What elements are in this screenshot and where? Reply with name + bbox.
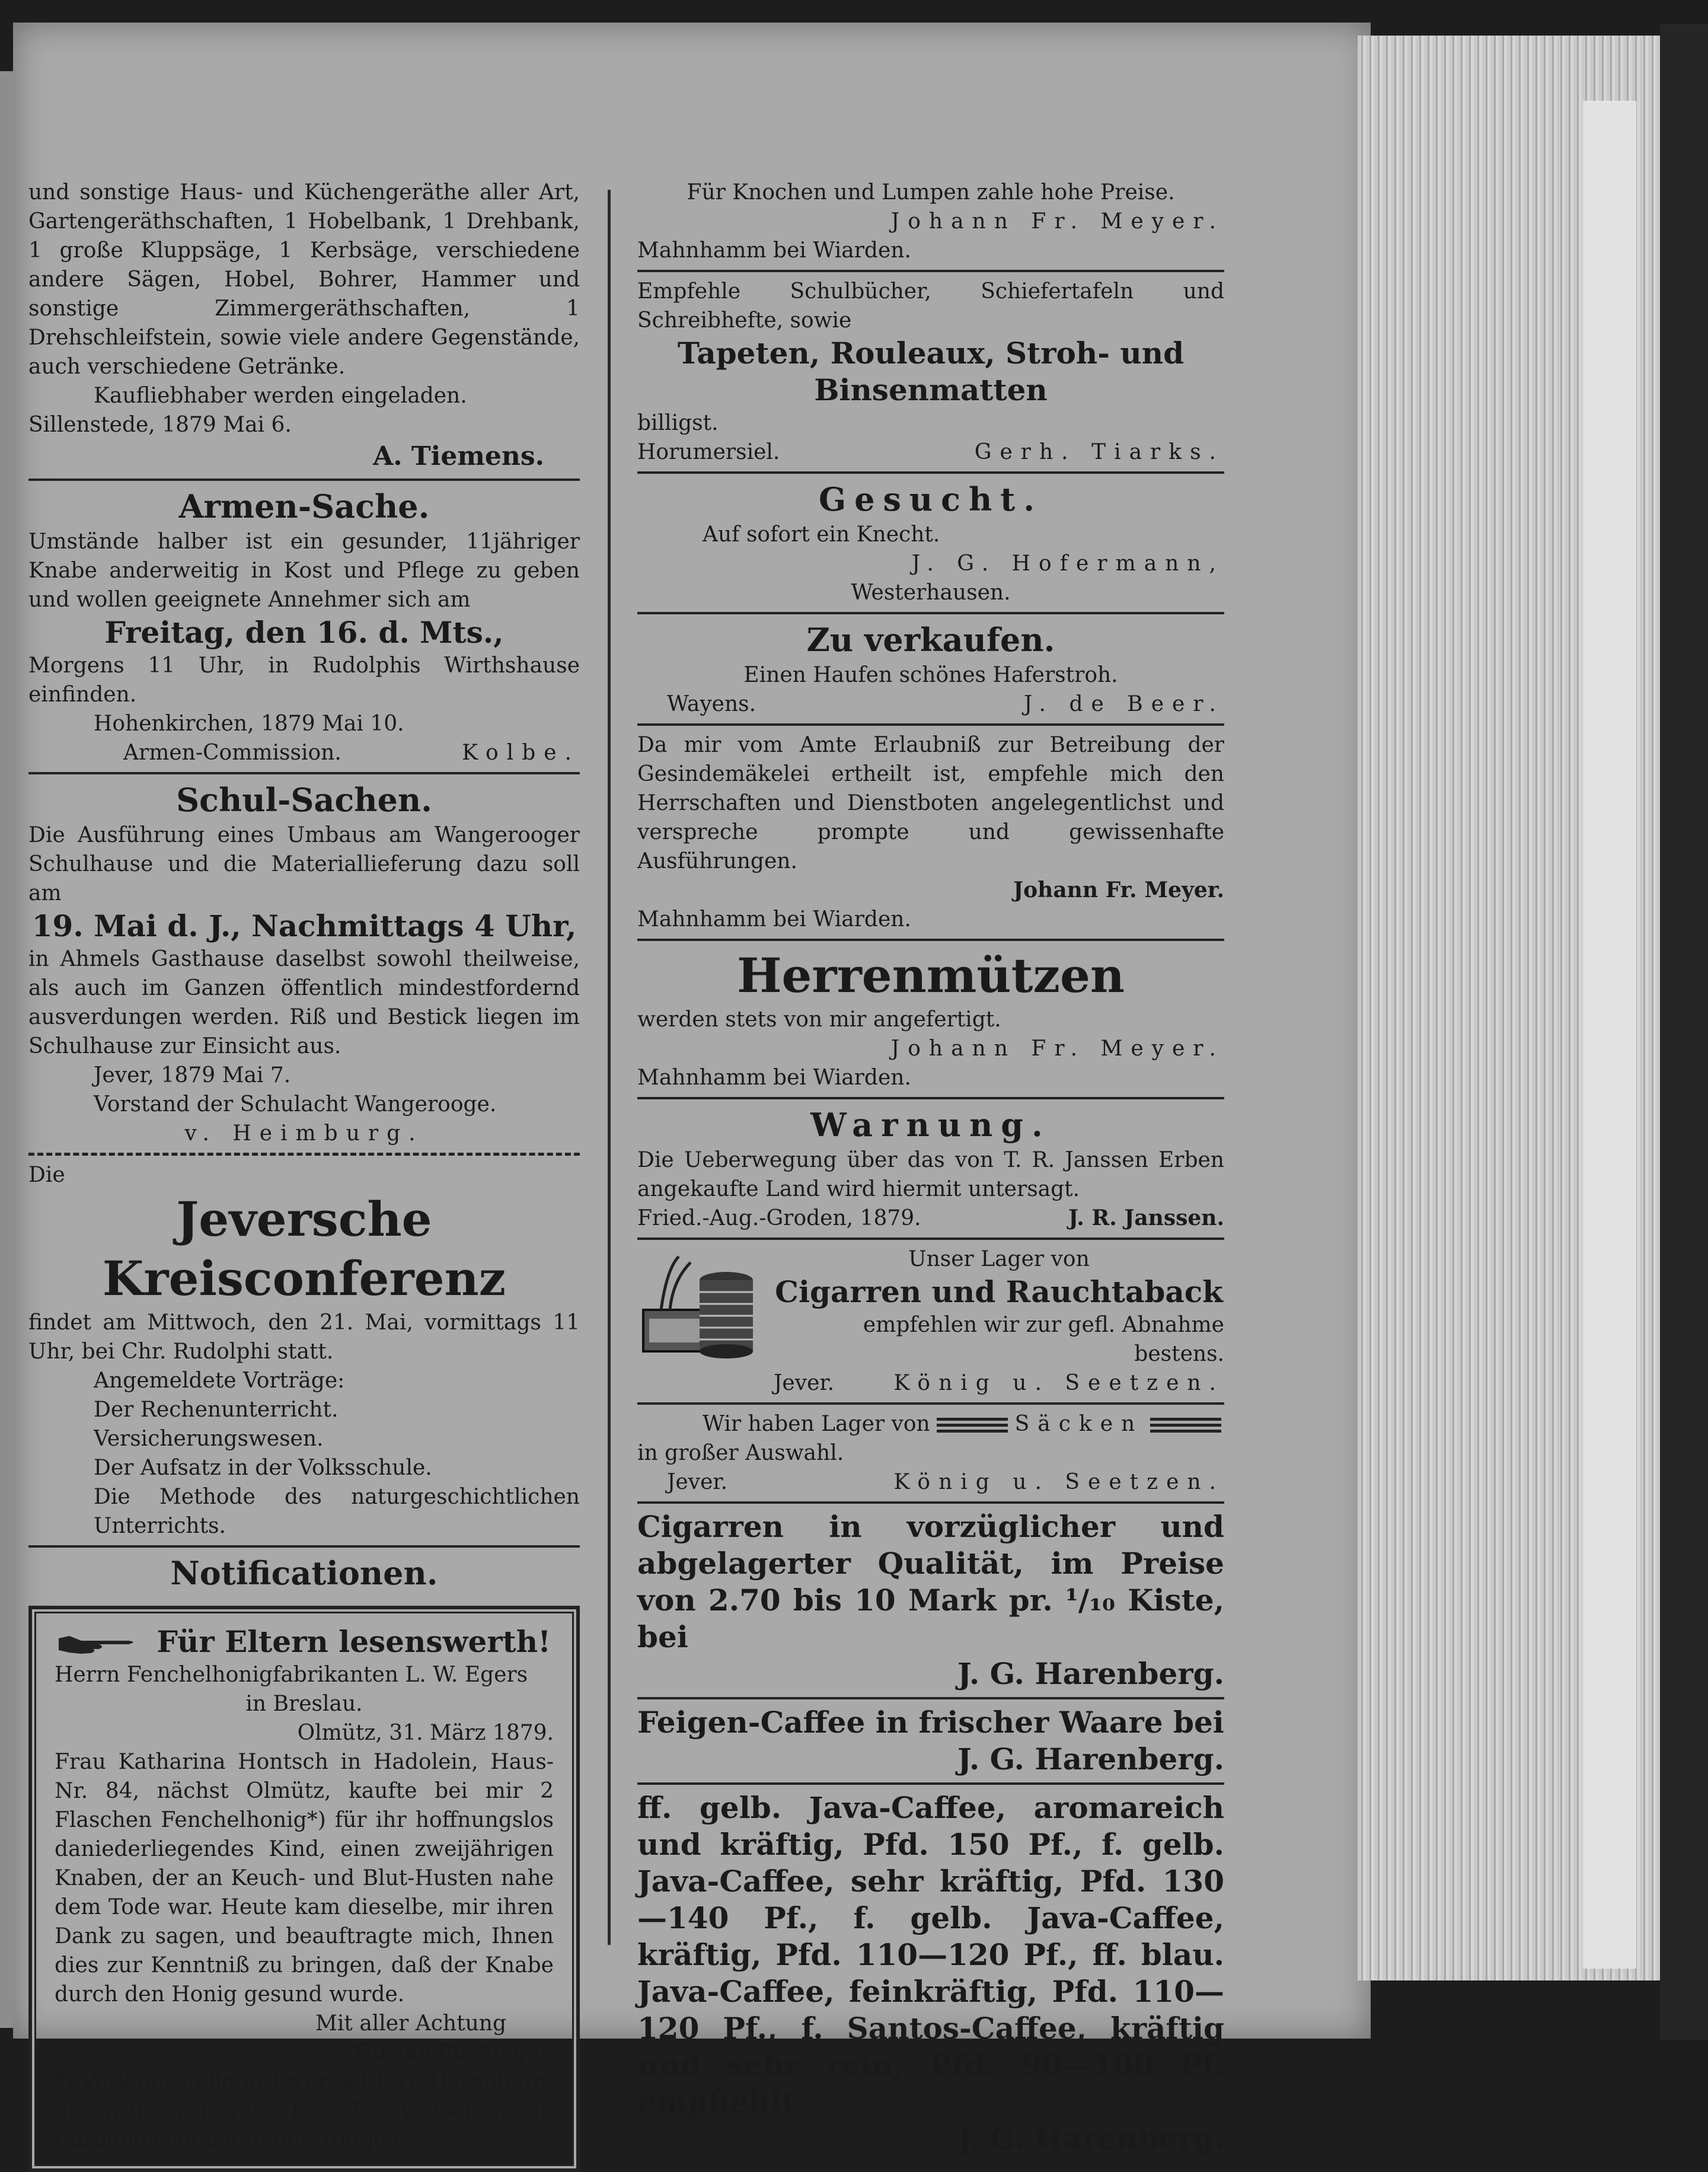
divider (637, 1238, 1224, 1240)
gesucht-text: Auf sofort ein Knecht. (703, 522, 940, 547)
saecke-place: Jever. (667, 1470, 728, 1494)
warnung-sig: J. R. Janssen. (1068, 1205, 1224, 1230)
divider (637, 1501, 1224, 1504)
armen-sig-left: Armen-Commission. (123, 741, 341, 765)
saecke-line (637, 1409, 1224, 1439)
schul-place: Jever, 1879 Mai 7. (94, 1063, 291, 1087)
stripes-ornament-icon (1150, 1418, 1221, 1433)
notif-title-text: Für Eltern lesenswerth! (157, 1624, 551, 1659)
schul-heading: Schul-Sachen. (176, 781, 432, 819)
schul-sig1: Vorstand der Schulacht Wangerooge. (94, 1092, 497, 1117)
divider (637, 471, 1224, 474)
warnung-footer (637, 1204, 1224, 1233)
knochen-text: Für Knochen und Lumpen zahle hohe Preise. (687, 180, 1175, 205)
quali-sig: J. G. Harenberg. (957, 1656, 1224, 1691)
schulbuecher-place: Horumersiel. (637, 440, 780, 464)
saecke-t2: Säcken (1014, 1412, 1144, 1436)
list-item: Der Rechenunterricht. (94, 1398, 339, 1422)
knochen-sig: Johann Fr. Meyer. (890, 209, 1224, 234)
intro-place: Sillenstede, 1879 Mai 6. (28, 413, 292, 437)
gesucht-heading: Gesucht. (818, 480, 1043, 518)
herren-heading: Herrenmützen (736, 948, 1125, 1003)
right-column (637, 178, 1224, 2157)
intro-text: und sonstige Haus- und Küchengeräthe aller Art, Gartengeräthschaften, 1 Hobelbank, 1 Drehbank, 1 große Kluppsäge, 1 Kerbsäge, verschiedene andere Sägen, Hobel, Bohrer, Hammer und sonstige Zimmergeräthschaften, 1 Drehschleifstein, sowie viele andere Gegenstände, auch verschiedene Getränke. (28, 180, 580, 379)
divider (28, 1153, 580, 1156)
schul-sig2: v. Heimburg. (184, 1121, 424, 1146)
notif-l2: in Breslau. (245, 1692, 363, 1716)
cigarren-sig: König u. Seetzen. (893, 1371, 1224, 1395)
divider (637, 270, 1224, 272)
java-sig: J. G. Harenberg. (957, 2121, 1224, 2156)
armen-signature (28, 738, 580, 767)
saecke-t1: Wir haben Lager von (703, 1412, 930, 1436)
saecke-t3: in großer Auswahl. (637, 1441, 844, 1465)
warnung-heading: Warnung. (810, 1106, 1051, 1144)
list-item: Der Aufsatz in der Volksschule. (94, 1456, 432, 1480)
cigarren-place: Jever. (774, 1371, 835, 1395)
divider (637, 939, 1224, 941)
cigarren-text-block (774, 1245, 1224, 1398)
herren-place: Mahnhamm bei Wiarden. (637, 1066, 911, 1090)
kreis-heading: Jeversche Kreisconferenz (102, 1191, 506, 1306)
verkaufen-footer (637, 690, 1224, 719)
verkaufen-place: Wayens. (667, 692, 756, 716)
schulbuecher-big: Tapeten, Rouleaux, Stroh- und Binsenmatten (677, 336, 1185, 407)
armen-text: Umstände halber ist ein gesunder, 11jähriger Knabe anderweitig in Kost und Pflege zu geben und wollen geeignete Annehmer sich am (28, 530, 580, 612)
schulbuecher-text2: billigst. (637, 411, 719, 435)
armen-text2: Morgens 11 Uhr, in Rudolphis Wirthshause einfinden. (28, 653, 580, 707)
warnung-text: Die Ueberwegung über das von T. R. Janssen Erben angekaufte Land wird hiermit untersagt. (637, 1148, 1224, 1201)
schul-text: Die Ausführung eines Umbaus am Wangerooger Schulhause und die Materiallieferung dazu soll am (28, 823, 580, 905)
divider (637, 1782, 1224, 1785)
list-item: Die Methode des naturgeschichtlichen Unterrichts. (94, 1485, 580, 1538)
feigen-sig: J. G. Harenberg. (957, 1742, 1224, 1776)
kreis-list (28, 1395, 580, 1541)
feigen-text: Feigen-Caffee in frischer Waare bei (637, 1705, 1224, 1740)
cigarren-text: empfehlen wir zur gefl. Abnahme bestens. (863, 1313, 1224, 1366)
notif-box (28, 1606, 580, 2172)
herren-sig: Johann Fr. Meyer. (890, 1036, 1224, 1061)
previous-page-edge (0, 71, 13, 2028)
notif-signature: Gustav Buchinger. (355, 2040, 554, 2065)
herren-text: werden stets von mir angefertigt. (637, 1007, 1001, 1032)
divider (637, 723, 1224, 726)
divider (637, 612, 1224, 614)
schul-date: 19. Mai d. J., Nachmittags 4 Uhr, (31, 908, 577, 943)
divider (28, 1545, 580, 1548)
cigarren-pre: Unser Lager von (908, 1247, 1090, 1271)
book-cover-edge (1660, 24, 1708, 2040)
cigarren-footer (774, 1369, 1224, 1398)
cigarren-ad (637, 1245, 1224, 1398)
cigar-box-illustration-icon (637, 1245, 762, 1363)
gesinde-text: Da mir vom Amte Erlaubniß zur Betreibung der Gesindemäkelei ertheilt ist, empfehle mich den Herrschaften und Dienstboten angelegentlichst und verspreche prompte und gewissenhafte Ausführungen. (637, 733, 1224, 873)
java-text: ff. gelb. Java-Caffee, aromareich und kräftig, Pfd. 150 Pf., f. gelb. Java-Caffee, sehr kräftig, Pfd. 130—140 Pf., f. gelb. Java-Caffee, kräftig, Pfd. 110—120 Pf., ff. blau. Java-Caffee, feinkräftig, Pfd. 110—120 Pf., f. Santos-Caffee, kräftig und sehr rein, Pfd. 90—100 Pf. empfiehlt (637, 1790, 1224, 2119)
notif-text: Frau Katharina Hontsch in Hadolein, Haus-Nr. 84, nächst Olmütz, kaufte bei mir 2 Flaschen Fenchelhonig*) für ihr hoffnungslos daniederliegendes Kind, einen zweijährigen Knaben, der an Keuch- und Blut-Husten nahe dem Tode war. Heute kam dieselbe, mir ihren Dank zu sagen, und beauftragte mich, Ihnen dies zur Kenntniß zu bringen, daß der Knabe durch den Honig gesund wurde. (55, 1750, 554, 2007)
stripes-ornament-icon (937, 1418, 1008, 1433)
notif-greeting: Mit aller Achtung (315, 2011, 506, 2036)
cigarren-big: Cigarren und Rauchtaback (775, 1274, 1223, 1309)
armen-heading: Armen-Sache. (178, 487, 430, 525)
schulbuecher-footer (637, 438, 1224, 467)
intro-invite: Kaufliebhaber werden eingeladen. (94, 384, 467, 408)
notif-footnote: *) Verkaufsstelle in Jever bei J. G. Harenberg, in Wilhelmshaven bei E. Wetschky, in Carolinensiel bei Reinh. Higgen. (55, 2069, 554, 2152)
column-divider (608, 190, 611, 1945)
schulbuecher-sig: Gerh. Tiarks. (974, 440, 1224, 464)
intro-signature: A. Tiemens. (373, 441, 544, 471)
gesucht-place: Westerhausen. (851, 581, 1011, 605)
divider (28, 479, 580, 481)
left-column (28, 178, 580, 2172)
saecke-footer (637, 1468, 1224, 1497)
notif-box-title (55, 1624, 554, 1660)
gesucht-sig: J. G. Hofermann, (911, 551, 1224, 576)
list-item: Versicherungswesen. (94, 1427, 324, 1451)
armen-sig-right: Kolbe. (462, 741, 580, 765)
gesinde-sig: Johann Fr. Meyer. (1013, 878, 1224, 902)
warnung-place: Fried.-Aug.-Groden, 1879. (637, 1206, 921, 1230)
book-page-stack (1358, 36, 1666, 1980)
verkaufen-text: Einen Haufen schönes Haferstroh. (743, 663, 1118, 687)
kreis-list-head: Angemeldete Vorträge: (94, 1369, 345, 1393)
kreis-text: findet am Mittwoch, den 21. Mai, vormittags 11 Uhr, bei Chr. Rudolphi statt. (28, 1310, 580, 1364)
notif-l1: Herrn Fenchelhonigfabrikanten L. W. Egers (55, 1663, 528, 1687)
gesinde-place: Mahnhamm bei Wiarden. (637, 907, 911, 932)
verkaufen-sig: J. de Beer. (1023, 692, 1224, 716)
verkaufen-heading: Zu verkaufen. (806, 621, 1055, 659)
pointing-hand-icon (58, 1632, 146, 1656)
schul-text2: in Ahmels Gasthause daselbst sowohl theilweise, als auch im Ganzen öffentlich mindestfordernd ausverdungen werden. Riß und Bestick liegen im Schulhause zur Einsicht aus. (28, 947, 580, 1058)
saecke-sig: König u. Seetzen. (893, 1470, 1224, 1494)
divider (28, 772, 580, 774)
quali-text: Cigarren in vorzüglicher und abgelagerter Qualität, im Preise von 2.70 bis 10 Mark pr. ¹/₁₀ Kiste, bei (637, 1509, 1224, 1654)
divider (637, 1402, 1224, 1405)
kreis-pre: Die (28, 1163, 65, 1187)
notif-l3: Olmütz, 31. März 1879. (297, 1721, 554, 1745)
armen-date: Freitag, den 16. d. Mts., (104, 615, 504, 650)
divider (637, 1697, 1224, 1699)
notif-heading: Notificationen. (170, 1554, 438, 1592)
knochen-place: Mahnhamm bei Wiarden. (637, 238, 911, 263)
divider (637, 1097, 1224, 1099)
armen-place: Hohenkirchen, 1879 Mai 10. (94, 712, 404, 736)
schulbuecher-text: Empfehle Schulbücher, Schiefertafeln und Schreibhefte, sowie (637, 279, 1224, 333)
